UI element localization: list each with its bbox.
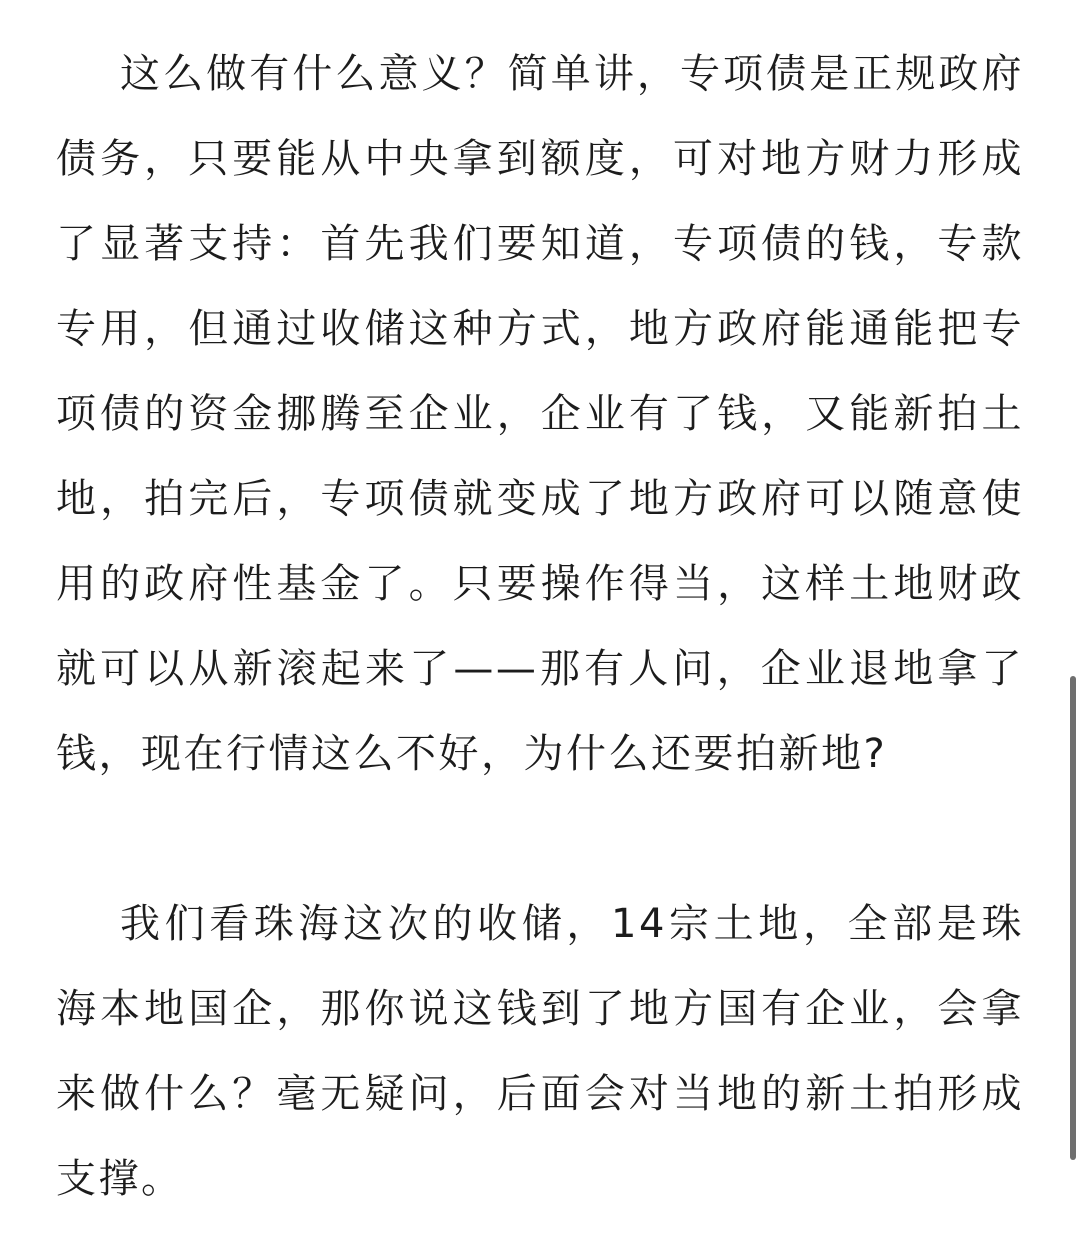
article-paragraph-2: 我们看珠海这次的收储，14宗土地，全部是珠海本地国企，那你说这钱到了地方国有企业，会拿来做什么？毫无疑问，后面会对当地的新土拍形成支撑。 [56, 901, 1024, 1202]
scrollbar-thumb[interactable] [1070, 676, 1076, 1160]
vertical-scrollbar[interactable] [1068, 0, 1080, 1234]
article-body [56, 32, 1024, 1222]
article-paragraph-1: 这么做有什么意义？简单讲，专项债是正规政府债务，只要能从中央拿到额度，可对地方财力形成了显著支持：首先我们要知道，专项债的钱，专款专用，但通过收储这种方式，地方政府能通能把专项债的资金挪腾至企业，企业有了钱，又能新拍土地，拍完后，专项债就变成了地方政府可以随意使用的政府性基金了。只要操作得当，这样土地财政就可以从新滚起来了——那有人问，企业退地拿了钱，现在行情这么不好，为什么还要拍新地? [56, 51, 1024, 777]
